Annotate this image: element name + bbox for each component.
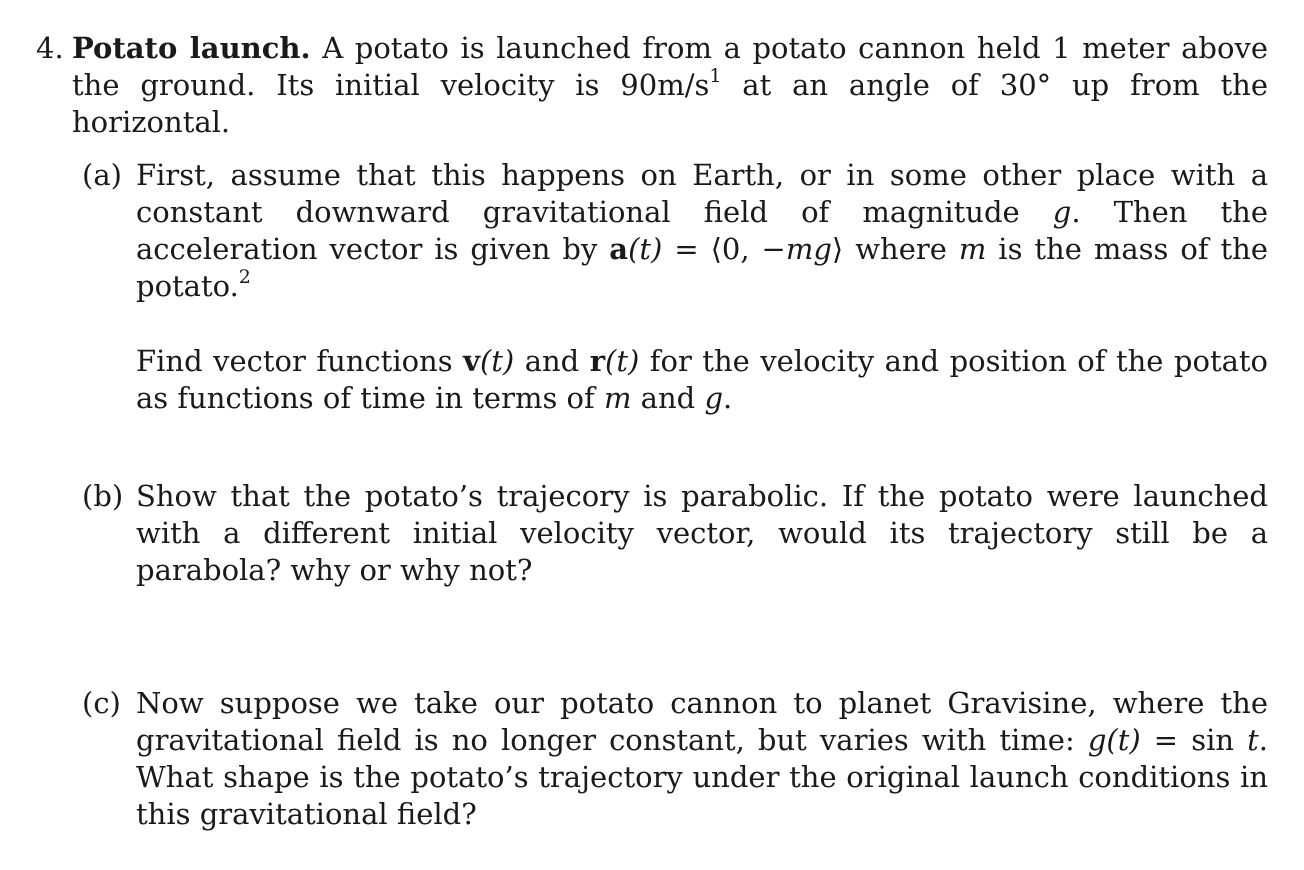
math-m: m: [603, 381, 632, 415]
math-t: t: [1247, 723, 1259, 757]
math-mg: mg: [785, 232, 832, 266]
part-c-text-1: Now suppose we take our potato cannon to planet Gravisine, where the gravitational field is no longer constant, but varies with time:: [136, 686, 1268, 757]
part-a-text: for the velocity and position of the potato as functions of time in terms of: [136, 344, 1269, 415]
part-b-text: Show that the potato’s trajecory is parabolic. If the potato were launched with a different initial velocity vector, would its trajectory still be a parabola? why or why not?: [136, 479, 1268, 587]
part-a-paragraph-1: [136, 157, 1268, 305]
footnote-marker-1: 1: [709, 65, 722, 87]
part-c-label: (c): [82, 686, 121, 720]
problem-statement: [72, 30, 1268, 141]
part-b-label: (b): [82, 479, 124, 513]
intro-text-2: at an angle of 30° up from the horizontal.: [72, 68, 1268, 139]
part-a-text: = ⟨0, −: [662, 232, 786, 266]
math-vector-a: a: [609, 232, 629, 266]
math-g-of-t: g(t): [1087, 723, 1141, 757]
part-a-text: is the mass of the potato.: [136, 232, 1269, 303]
math-vector-r: r: [589, 344, 606, 378]
part-b: [82, 478, 1268, 589]
part-c-body: [136, 685, 1268, 833]
problem-title: Potato launch.: [72, 31, 311, 65]
math-m: m: [958, 232, 987, 266]
problem-intro: [36, 30, 1268, 141]
part-c-text-3: . What shape is the potato’s trajectory under the original launch conditions in this gravitational field?: [136, 723, 1268, 831]
part-a-paragraph-2: [136, 343, 1268, 417]
part-c: [82, 685, 1268, 833]
part-a-text: First, assume that this happens on Earth, or in some other place with a constant downward gravitational field of magnitude: [136, 158, 1268, 229]
part-a: [82, 157, 1268, 417]
part-a-text: . Then the acceleration vector is given by: [136, 195, 1268, 266]
part-c-text: [136, 685, 1268, 833]
part-a-text: ⟩ where: [831, 232, 959, 266]
problem-4: [36, 30, 1268, 141]
problem-number: 4.: [36, 31, 64, 65]
part-a-label: (a): [82, 158, 122, 192]
math-g: g: [1052, 195, 1072, 229]
math-arg-t: (t): [628, 232, 663, 266]
part-c-text-2: = sin: [1140, 723, 1248, 757]
math-arg-t: (t): [605, 344, 640, 378]
part-a-text: .: [723, 381, 733, 415]
math-arg-t: (t): [479, 344, 515, 378]
part-a-text: and: [514, 344, 590, 378]
intro-text-1: A potato is launched from a potato cannon held 1 meter above the ground. Its initial velocity is 90m/s: [72, 31, 1268, 102]
math-g: g: [704, 381, 724, 415]
footnote-marker-2: 2: [238, 266, 251, 288]
part-a-text: and: [631, 381, 705, 415]
math-vector-v: v: [463, 344, 480, 378]
part-a-body: [136, 157, 1268, 417]
part-a-text: Find vector functions: [136, 344, 464, 378]
part-b-body: [136, 478, 1268, 589]
